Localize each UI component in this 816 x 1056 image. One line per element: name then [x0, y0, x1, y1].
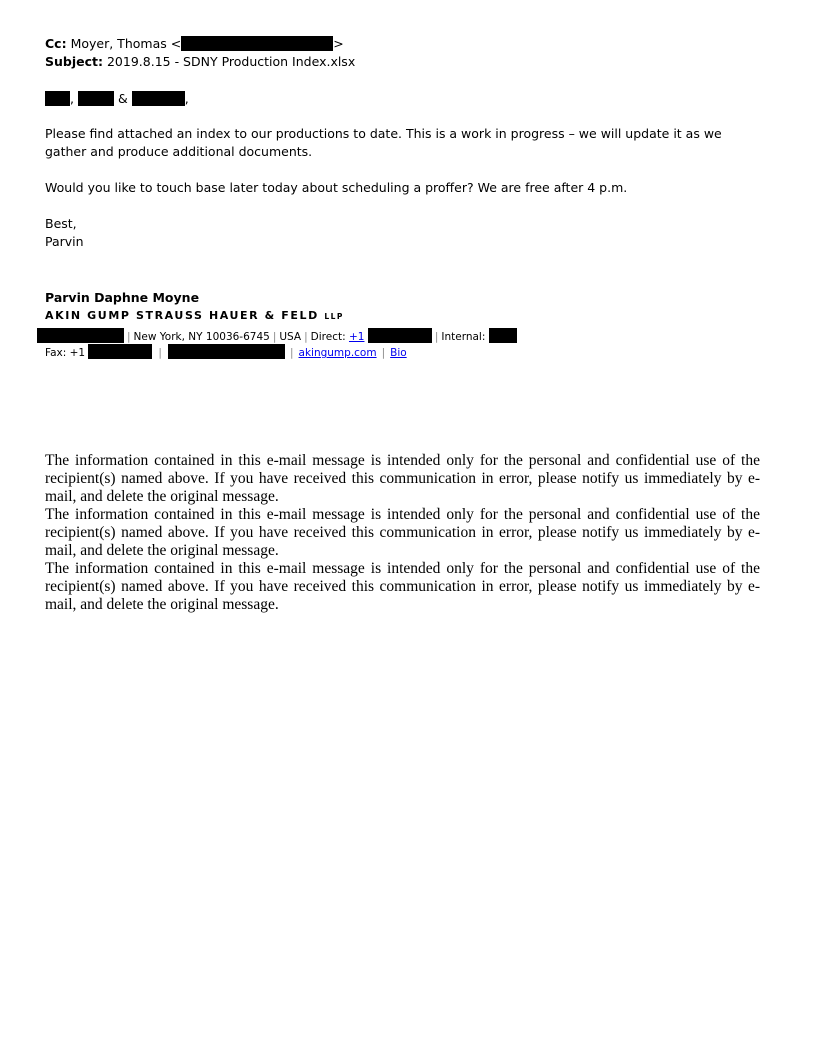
direct-phone-link[interactable]: +1	[348, 331, 365, 343]
bio-link[interactable]: Bio	[390, 347, 407, 359]
separator: |	[272, 331, 277, 343]
direct-label: Direct:	[310, 331, 346, 343]
internal-label: Internal:	[441, 331, 486, 343]
cc-label: Cc:	[45, 36, 67, 51]
signature-fax-line	[45, 344, 407, 361]
country: USA	[279, 331, 302, 343]
fax-label: Fax: +1	[45, 347, 86, 359]
separator: |	[289, 347, 294, 359]
body-paragraph: Would you like to touch base later today about scheduling a proffer? We are free after 4 p.m.	[45, 180, 628, 195]
signature-name: Parvin Daphne Moyne	[45, 290, 200, 305]
subject-label: Subject:	[45, 54, 103, 69]
redacted-phone	[368, 328, 432, 343]
redacted-name	[78, 91, 114, 106]
redacted-name	[45, 91, 70, 106]
body-paragraph: Please find attached an index to our productions to date. This is a work in progress – we will update it as we gather and produce additional documents.	[45, 126, 722, 159]
closing: Best,	[45, 216, 77, 231]
disclaimer-paragraph: The information contained in this e-mail message is intended only for the personal and confidential use of the recipient(s) named above. If you have received this communication in error, please notify us immediately by e-mail, and delete the original message.	[45, 506, 760, 559]
cc-name: Moyer, Thomas <	[70, 36, 182, 51]
greeting-comma: ,	[70, 91, 74, 106]
separator: |	[434, 331, 439, 343]
subject-line	[45, 53, 355, 71]
separator: |	[304, 331, 308, 343]
subject-value: 2019.8.15 - SDNY Production Index.xlsx	[106, 54, 356, 69]
firm-suffix: LLP	[324, 312, 344, 321]
website-link[interactable]: akingump.com	[298, 347, 377, 359]
greeting-comma: ,	[184, 91, 189, 106]
separator: |	[127, 331, 131, 343]
redacted-name	[132, 91, 185, 106]
greeting-ampersand: &	[117, 91, 128, 106]
redacted-email	[181, 36, 333, 51]
cc-line	[45, 35, 344, 53]
greeting-line	[45, 90, 189, 108]
cc-close: >	[333, 36, 344, 51]
disclaimer-paragraph: The information contained in this e-mail message is intended only for the personal and confidential use of the recipient(s) named above. If you have received this communication in error, please notify us immediately by e-mail, and delete the original message.	[45, 560, 760, 613]
firm-name-text: AKIN GUMP STRAUSS HAUER & FELD	[45, 309, 319, 322]
firm-name	[45, 308, 344, 325]
signature-contact-line	[37, 328, 517, 345]
separator: |	[381, 347, 386, 359]
redacted-fax	[88, 344, 152, 359]
separator: |	[158, 347, 162, 359]
signoff: Parvin	[45, 234, 84, 249]
disclaimer-paragraph: The information contained in this e-mail message is intended only for the personal and confidential use of the recipient(s) named above. If you have received this communication in error, please notify us immediately by e-mail, and delete the original message.	[45, 452, 760, 505]
disclaimer-block	[45, 452, 760, 614]
redacted-address	[37, 328, 124, 343]
address: New York, NY 10036-6745	[133, 331, 270, 343]
redacted-email	[168, 344, 285, 359]
redacted-extension	[489, 328, 517, 343]
